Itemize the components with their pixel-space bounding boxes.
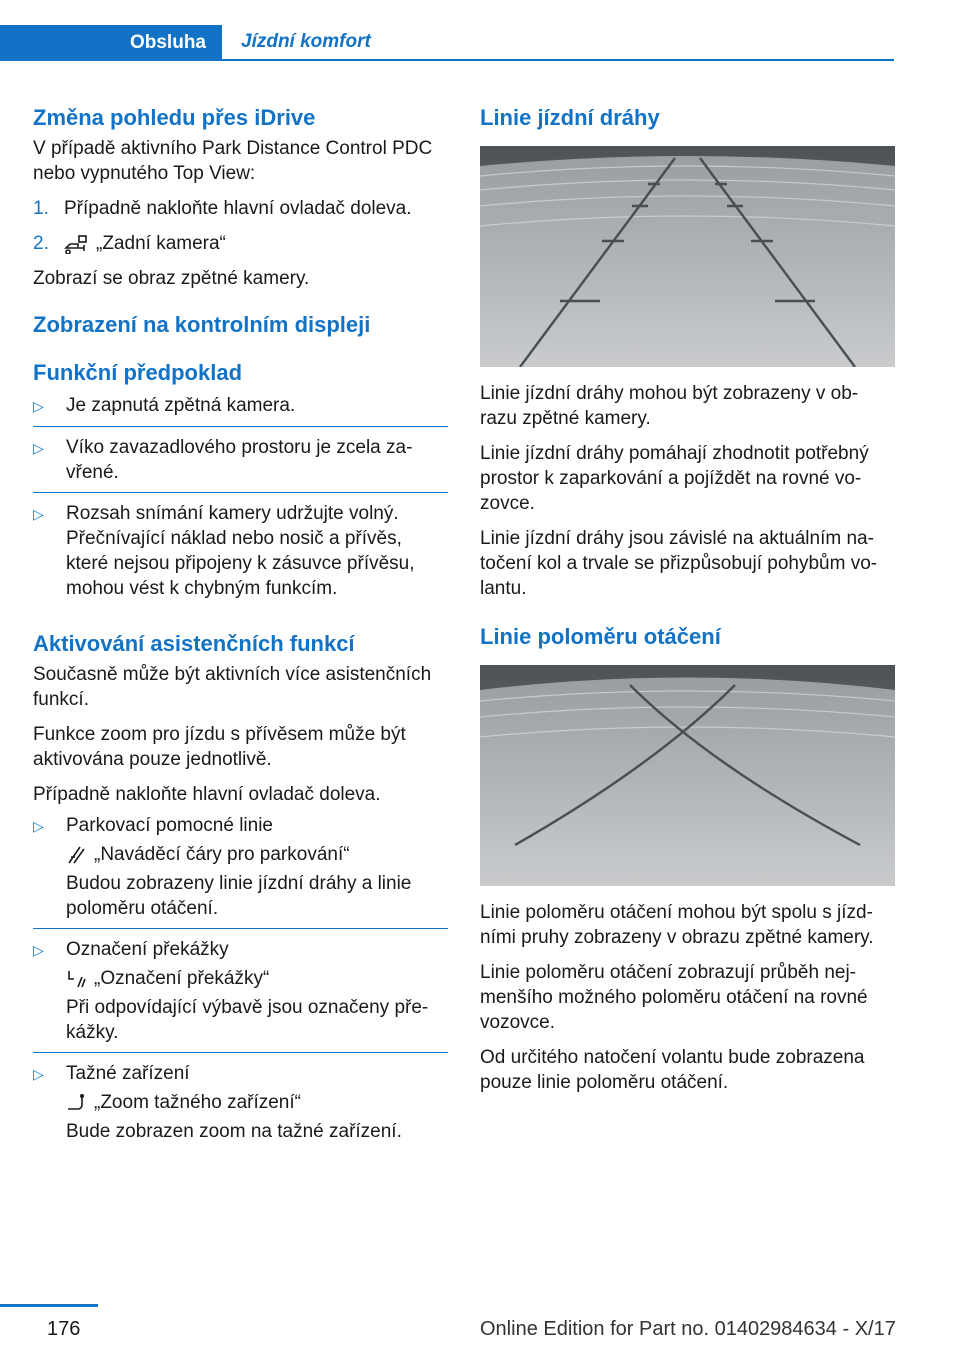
function-desc: Budou zobrazeny linie jízdní dráhy a linie poloměru otáčení. [66,873,412,919]
step-1 [33,196,448,221]
function-item [33,813,448,929]
lane-paragraph: Linie jízdní dráhy mohou být zobrazeny v ob-razu zpětné kamery. [480,383,859,429]
idrive-intro: V případě aktivního Park Distance Control PDC nebo vypnutého Top View: [33,138,433,184]
precondition-text: Je zapnutá zpětná kamera. [66,395,296,416]
triangle-bullet-icon: ▷ [33,818,44,834]
triangle-bullet-icon: ▷ [33,506,44,522]
step-text: Případně nakloňte hlavní ovladač doleva. [64,198,412,219]
tow-hitch-icon [66,1093,86,1113]
tab-obsluha: Obsluha [0,25,222,61]
precondition-item [33,393,448,427]
function-menu-label: „Naváděcí čáry pro parkování“ [94,844,350,865]
lane-paragraph: Linie jízdní dráhy pomáhají zhodnotit potřebný prostor k zaparkování a pojíždět na rovné vo-zovce. [480,443,869,514]
triangle-bullet-icon: ▷ [33,942,44,958]
precondition-item [33,435,448,493]
assist-heading: Aktivování asistenčních funkcí [33,631,355,656]
triangle-bullet-icon: ▷ [33,398,44,414]
lane-paragraph: Linie jízdní dráhy jsou závislé na aktuálním na-točení kol a trvale se přizpůsobují pohybům vo-lantu. [480,528,878,599]
function-item [33,1061,448,1151]
rear-camera-icon [64,234,88,254]
step-2 [33,231,448,256]
turn-paragraph: Linie poloměru otáčení mohou být spolu s jízd-ními pruhy zobrazeny v obrazu zpětné kamery. [480,902,874,948]
function-desc: Bude zobrazen zoom na tažné zařízení. [66,1121,402,1142]
tab-jizdni-komfort: Jízdní komfort [222,25,894,61]
triangle-bullet-icon: ▷ [33,440,44,456]
function-name: Označení překážky [66,939,229,960]
parking-lines-icon [66,845,86,865]
display-heading: Zobrazení na kontrolním displeji [33,312,371,337]
idrive-heading: Změna pohledu přes iDrive [33,105,316,130]
function-name: Parkovací pomocné linie [66,815,273,836]
function-menu [66,1090,402,1115]
assist-paragraph: Funkce zoom pro jízdu s přívěsem může být aktivována pouze jednotlivě. [33,724,406,770]
turn-heading: Linie poloměru otáčení [480,624,721,649]
step-text: „Zadní kamera“ [96,233,226,254]
precondition-item [33,501,448,608]
function-desc: Při odpovídající výbavě jsou označeny pře-kážky. [66,997,429,1043]
turn-paragraph: Od určitého natočení volantu bude zobrazena pouze linie poloměru otáčení. [480,1047,865,1093]
obstacle-marking-icon [66,969,86,989]
precondition-text: Víko zavazadlového prostoru je zcela za-vřené. [66,437,413,483]
step-number: 1. [33,198,49,219]
assist-paragraph: Případně nakloňte hlavní ovladač doleva. [33,784,381,805]
precondition-heading: Funkční předpoklad [33,360,243,385]
lane-heading: Linie jízdní dráhy [480,105,660,130]
page-number: 176 [47,1318,81,1340]
turning-radius-image [480,665,895,886]
function-menu-label: „Označení překážky“ [94,968,270,989]
step-number: 2. [33,233,49,254]
lane-lines-image [480,146,895,367]
precondition-text: Rozsah snímání kamery udržujte volný. Přečnívající náklad nebo nosič a přívěs, které nejsou připojeny k zásuvce přívěsu, mohou vést k chybným funkcím. [66,503,415,599]
function-name: Tažné zařízení [66,1063,190,1084]
page-number-rule [0,1304,98,1307]
triangle-bullet-icon: ▷ [33,1066,44,1082]
turn-paragraph: Linie poloměru otáčení zobrazují průběh nej-menšího možného poloměru otáčení na rovné vozovce. [480,962,868,1033]
idrive-result: Zobrazí se obraz zpětné kamery. [33,268,310,289]
edition-note: Online Edition for Part no. 01402984634 - X/17 [480,1318,896,1340]
assist-paragraph: Současně může být aktivních více asistenčních funkcí. [33,664,432,710]
function-menu [66,842,448,867]
function-item [33,937,448,1053]
right-column [480,104,895,1105]
left-column [33,104,448,1159]
function-menu-label: „Zoom tažného zařízení“ [94,1092,301,1113]
function-menu [66,966,448,991]
